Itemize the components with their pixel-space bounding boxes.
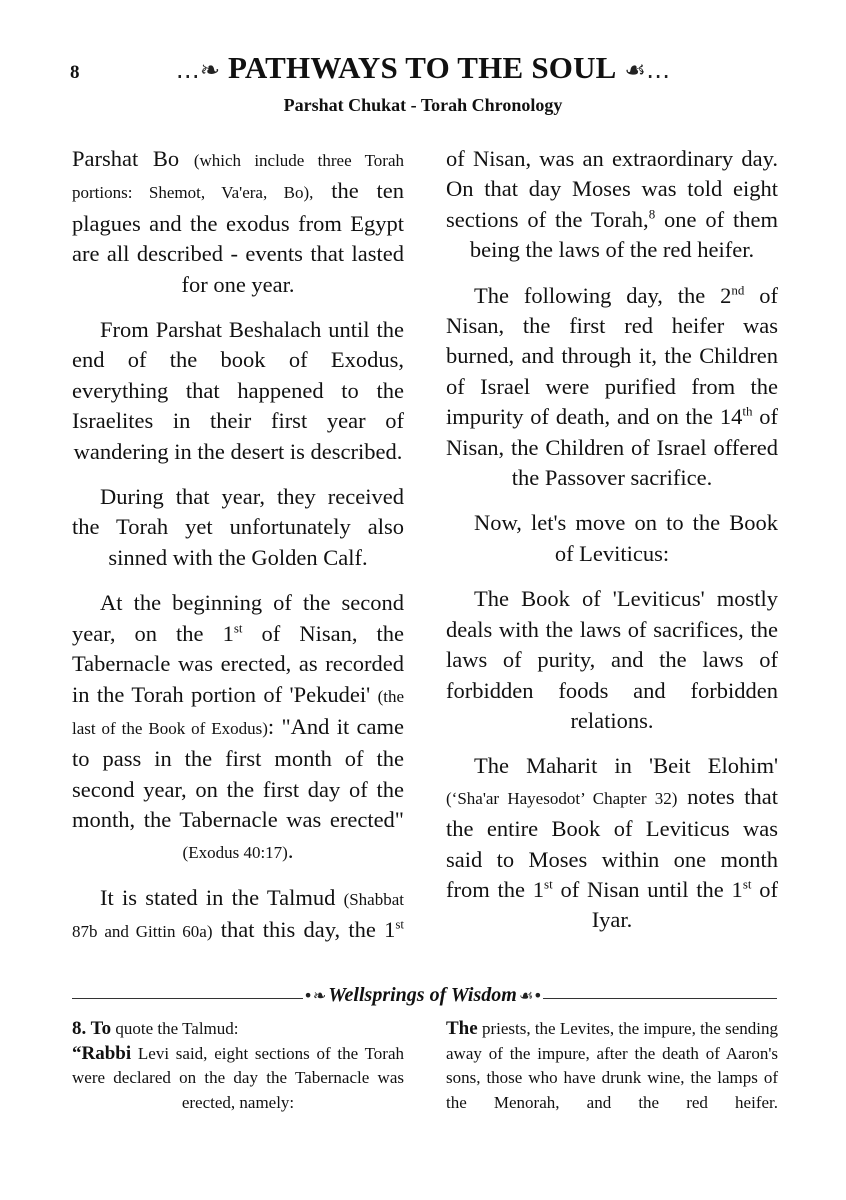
paragraph bbox=[446, 751, 778, 935]
superscript: st bbox=[395, 916, 405, 932]
text-run: From Parshat Beshalach until the end of the book of Exodus, everything that happened to the Israelites in their first year of wandering in the desert is described. bbox=[72, 317, 404, 464]
ornament-right-icon: ☙… bbox=[616, 56, 671, 84]
text-run: that this day, the 1 bbox=[212, 917, 396, 943]
paragraph bbox=[446, 508, 778, 569]
text-run: : "And it came to pass in the first month of the second year, on the first day of the month, the Tabernacle was erected" bbox=[72, 713, 404, 833]
footnote-lead: 8. To bbox=[72, 1018, 112, 1039]
paragraph bbox=[72, 144, 404, 300]
ornament-left-icon: •❧ bbox=[303, 986, 327, 1005]
footnote-line bbox=[72, 1017, 404, 1042]
superscript: th bbox=[742, 403, 753, 419]
footnote-lead: “Rabbi bbox=[72, 1042, 132, 1064]
text-run: the ten plagues and the exodus from Egypt are all described - events that lasted for one year. bbox=[72, 178, 405, 297]
footnote-lead: The bbox=[446, 1018, 478, 1039]
paragraph bbox=[72, 315, 404, 467]
paragraph bbox=[72, 482, 404, 573]
ornament-right-icon: ☙• bbox=[518, 986, 543, 1005]
superscript: nd bbox=[731, 282, 745, 298]
text-run: The following day, the 2 bbox=[474, 282, 732, 308]
text-run: of Nisan, the first red heifer was burned, and through it, the Children of Israel were purified from the impurity of death, and on the 14 bbox=[446, 282, 778, 430]
footnote-divider-label bbox=[0, 984, 846, 1007]
superscript: st bbox=[544, 876, 553, 892]
text-run: of Nisan until the 1 bbox=[552, 876, 743, 902]
text-run: It is stated in the Talmud bbox=[100, 884, 344, 910]
page-number: 8 bbox=[70, 62, 80, 83]
left-text-column bbox=[72, 144, 404, 963]
text-run: During that year, they received the Torah yet unfortunately also sinned with the Golden Calf. bbox=[72, 484, 404, 570]
text-run: of Iyar. bbox=[591, 876, 779, 933]
superscript: st bbox=[742, 876, 752, 892]
footnote-text: quote the Talmud: bbox=[111, 1019, 239, 1038]
title-text: PATHWAYS TO THE SOUL bbox=[228, 50, 617, 85]
footnote-left bbox=[72, 1017, 404, 1115]
text-run: Now, let's move on to the Book of Leviticus: bbox=[474, 510, 778, 566]
text-run: Parshat Bo bbox=[72, 146, 194, 171]
paragraph bbox=[72, 883, 404, 948]
parenthetical-note: (Shabbat 87b and Gittin 60a) bbox=[72, 889, 404, 942]
parenthetical-note: (which include three Torah portions: Shemot, Va'era, Bo), bbox=[72, 151, 404, 203]
text-run: notes that the entire Book of Leviticus was said to Moses within one month from the 1 bbox=[446, 783, 778, 902]
footnote-line bbox=[72, 1042, 404, 1116]
chapter-subtitle: Parshat Chukat - Torah Chronology bbox=[283, 95, 563, 115]
text-run: The Book of 'Leviticus' mostly deals with the laws of sacrifices, the laws of purity, and the laws of forbidden foods and forbidden relations. bbox=[446, 586, 778, 733]
text-run: At the beginning of the second year, on the 1 bbox=[72, 590, 404, 646]
footnote-text: priests, the Levites, the impure, the sending away of the impure, after the death of Aaron's sons, those who have drunk wine, the lamps of the Menorah, and the red heifer. bbox=[446, 1019, 778, 1112]
parenthetical-note: (‘Sha'ar Hayesodot’ Chapter 32) bbox=[446, 788, 678, 808]
paragraph bbox=[72, 588, 404, 868]
text-run: . bbox=[287, 837, 294, 863]
parenthetical-note: (Exodus 40:17) bbox=[182, 842, 288, 862]
text-run: The Maharit in 'Beit Elohim' bbox=[474, 753, 778, 779]
divider-label-text: Wellsprings of Wisdom bbox=[328, 984, 517, 1006]
superscript: st bbox=[233, 620, 243, 636]
right-text-column bbox=[446, 144, 778, 951]
paragraph bbox=[446, 584, 778, 736]
footnote-right bbox=[446, 1017, 778, 1115]
superscript: 8 bbox=[648, 206, 656, 222]
text-run: of Nisan, the Tabernacle was erected, as recorded in the Torah portion of 'Pekudei' bbox=[72, 620, 404, 707]
running-title bbox=[0, 50, 846, 86]
footnote-line bbox=[446, 1017, 778, 1115]
text-run: one of them being the laws of the red heifer. bbox=[469, 206, 778, 263]
footnote-text: Levi said, eight sections of the Torah were declared on the day the Tabernacle was erected, namely: bbox=[72, 1043, 404, 1112]
ornament-left-icon: …❧ bbox=[175, 56, 229, 84]
text-run: of Nisan, was an extraordinary day. On that day Moses was told eight sections of the Torah, bbox=[446, 146, 778, 232]
text-run: of Nisan, the Children of Israel offered the Passover sacrifice. bbox=[446, 404, 778, 491]
paragraph bbox=[446, 144, 778, 266]
parenthetical-note: (the last of the Book of Exodus) bbox=[72, 686, 404, 738]
paragraph bbox=[446, 281, 778, 494]
